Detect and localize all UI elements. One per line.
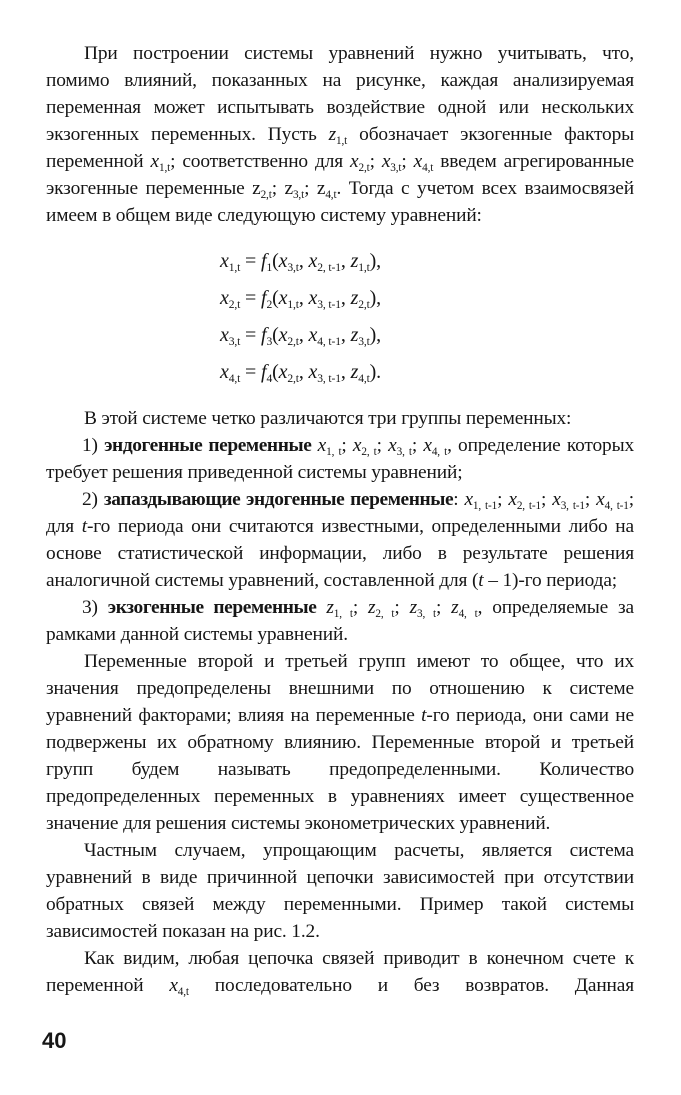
term-exogenous: экзогенные переменные [107,597,317,618]
paragraph-predetermined: Переменные второй и третьей групп имеют то общее, что их значения предопределены внешними по отношению к системе уравнений факторами; влияя на переменные t-го периода, они сами не подвержены их обратному влиянию. Переменные второй и третьей групп будем называть предопределенными. Количество предопределенных переменных в уравнениях имеет существенное значение для решения системы эконометрических уравнений. [46,651,634,834]
equation-system [220,243,634,391]
page-number: 40 [42,1028,67,1053]
term-endogenous: эндогенные переменные [104,435,312,456]
equation-4: $x_{4,t} = f_4(x_{2,t}$, $x_{3, t-1}$, $z_{4,t}$). [220,361,382,386]
paragraph-conclusion: Как видим, любая цепочка связей приводит в конечном счете к переменной $x_{4,t}$ последовательно и без возвратов. Данная [46,948,634,998]
term-lagged-endogenous: запаздывающие эндогенные переменные [103,489,454,510]
group-lagged-endogenous: 2) запаздывающие эндогенные переменные: $x_{1, t-1}$; $x_{2, t-1}$; $x_{3, t-1}$; $x_{4, t-1}$; для t-го периода они считаются известными, определенными либо на основе статистической информации, либо в результате решения аналогичной системы уравнений, составленной для (t – 1)-го периода; [46,489,635,591]
paragraph-groups-intro: В этой системе четко различаются три группы переменных: [84,408,572,429]
equation-3: $x_{3,t} = f_3(x_{2,t}$, $x_{4, t-1}$, $z_{3,t}$), [220,324,382,349]
paragraph-exogenous-intro: При построении системы уравнений нужно учитывать, что, помимо влияний, показанных на рисунке, каждая анализируемая переменная может испытывать воздействие одной или нескольких экзогенных переменных. Пусть $z_{1,t}$ обозначает экзогенные факторы переменной $x_{1,t}$; соответственно для $x_{2,t}$; $x_{3,t}$; $x_{4,t}$ введем агрегированные экзогенные переменные $z_{2,t}$; $z_{3,t}$; $z_{4,t}$. Тогда с учетом всех взаимосвязей имеем в общем виде следующую систему уравнений: [46,43,635,226]
paragraph-causal-chain: Частным случаем, упрощающим расчеты, является система уравнений в виде причинной цепочки зависимостей при отсутствии обратных связей между переменными. Пример такой системы зависимостей показан на рис. 1.2. [46,840,634,942]
equation-1: $x_{1,t} = f_1(x_{3,t}$, $x_{2, t-1}$, $z_{1,t}$), [220,250,382,275]
group-endogenous: 1) эндогенные переменные $x_{1, t}$; $x_{2, t}$; $x_{3, t}$; $x_{4, t}$, определение которых требует решения приведенной системы уравнений; [46,435,635,483]
equation-2: $x_{2,t} = f_2(x_{1,t}$, $x_{3, t-1}$, $z_{2,t}$), [220,287,382,312]
group-exogenous: 3) экзогенные переменные $z_{1, t}$; $z_{2, t}$; $z_{3, t}$; $z_{4, t}$, определяемые за рамками данной системы уравнений. [46,597,635,645]
page-text [46,40,634,999]
